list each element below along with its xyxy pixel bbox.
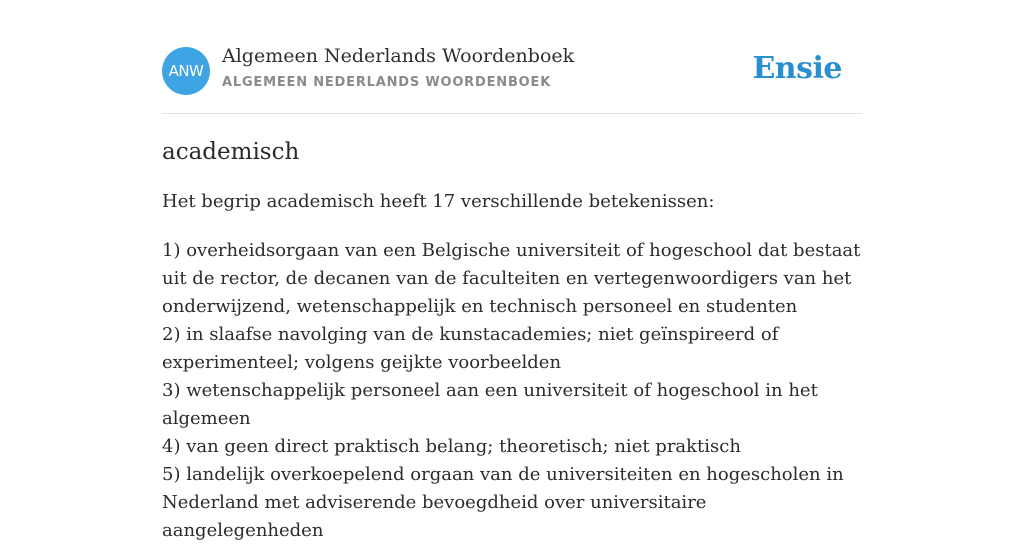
anw-logo[interactable] [162,47,210,95]
definition-item: 4) van geen direct praktisch belang; theoretisch; niet praktisch [162,436,741,457]
definition-item: 1) overheidsorgaan van een Belgische universiteit of hogeschool dat bestaat uit de rector, de decanen van de faculteiten en vertegenwoordigers van het onderwijzend, wetenschappelijk en technisch personeel en studenten [162,240,861,317]
header [162,0,862,114]
page [162,0,862,541]
logo-text: ANW [168,62,204,80]
ensie-logo[interactable]: Ensie [752,51,842,86]
definition-list [162,237,862,545]
definition-item: 5) landelijk overkoepelend orgaan van de universiteiten en hogescholen in Nederland met adviserende bevoegdheid over universitaire aangelegenheden [162,464,844,541]
dictionary-title[interactable]: Algemeen Nederlands Woordenboek [222,45,575,67]
definition-item: 3) wetenschappelijk personeel aan een universiteit of hogeschool in het algemeen [162,380,818,429]
dictionary-subtitle: ALGEMEEN NEDERLANDS WOORDENBOEK [222,75,552,90]
entry-word: academisch [162,139,300,165]
entry-intro: Het begrip academisch heeft 17 verschillende betekenissen: [162,191,715,212]
definition-item: 2) in slaafse navolging van de kunstacademies; niet geïnspireerd of experimenteel; volgens geijkte voorbeelden [162,324,779,373]
